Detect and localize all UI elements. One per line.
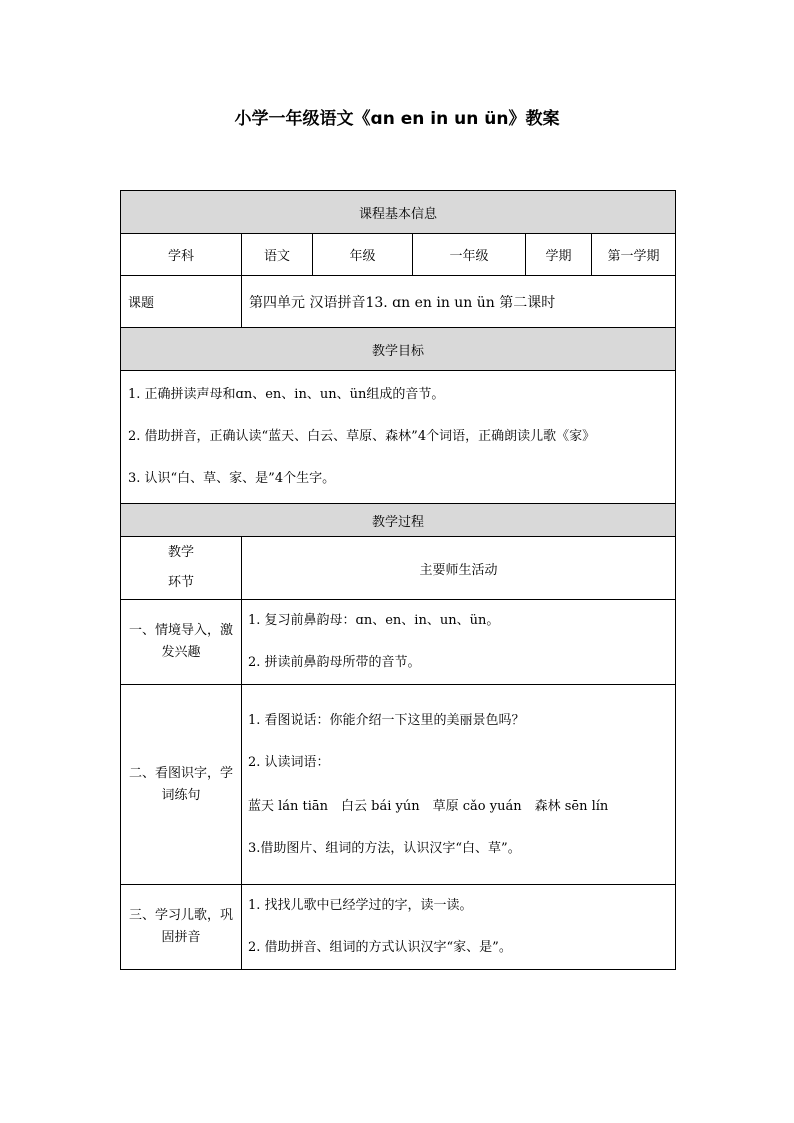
stage-activities xyxy=(242,885,676,970)
section-header-process: 教学过程 xyxy=(121,504,676,537)
vocabulary-line: 蓝天 lán tiān 白云 bái yún 草原 cǎo yuán 森林 sēn lín xyxy=(248,798,609,814)
process-header-activity: 主要师生活动 xyxy=(242,537,676,600)
goal-item: 2. 借助拼音，正确认读“蓝天、白云、草原、森林”4个词语，正确朗读儿歌《家》 xyxy=(128,429,596,444)
goal-item: 3. 认识“白、草、家、是”4个生字。 xyxy=(128,471,336,486)
goal-item: 1. 正确拼读声母和ɑn、en、in、un、ün组成的音节。 xyxy=(128,387,445,402)
process-header-stage xyxy=(121,537,242,600)
activity-item: 2. 认读词语： xyxy=(248,754,330,770)
label-term: 学期 xyxy=(526,234,592,276)
activity-item: 3.借助图片、组词的方法，认识汉字“白、草”。 xyxy=(248,840,521,856)
document-title: 小学一年级语文《ɑn en in un ün》教案 xyxy=(234,109,560,129)
stage-name: 三、学习儿歌，巩固拼音 xyxy=(121,885,242,970)
value-topic: 第四单元 汉语拼音13. ɑn en in un ün 第二课时 xyxy=(242,276,676,328)
value-subject: 语文 xyxy=(242,234,313,276)
label-topic: 课题 xyxy=(121,276,242,328)
section-header-basic-info: 课程基本信息 xyxy=(121,191,676,234)
stage-name: 一、情境导入，激发兴趣 xyxy=(121,600,242,685)
goals-cell xyxy=(121,371,676,504)
stage-header-line: 教学 xyxy=(167,545,194,560)
label-subject: 学科 xyxy=(121,234,242,276)
stage-activities xyxy=(242,600,676,685)
stage-header-line: 环节 xyxy=(167,575,194,590)
label-grade: 年级 xyxy=(313,234,413,276)
lesson-plan-table xyxy=(120,190,676,970)
activity-item: 1. 复习前鼻韵母：ɑn、en、in、un、ün。 xyxy=(248,613,500,628)
section-header-goals: 教学目标 xyxy=(121,328,676,371)
activity-item: 2. 借助拼音、组词的方式认识汉字“家、是”。 xyxy=(248,940,512,955)
stage-activities xyxy=(242,685,676,885)
activity-item: 1. 看图说话：你能介绍一下这里的美丽景色吗？ xyxy=(248,712,525,728)
activity-item: 2. 拼读前鼻韵母所带的音节。 xyxy=(248,655,421,670)
stage-name: 二、看图识字，学词练句 xyxy=(121,685,242,885)
activity-item: 1. 找找儿歌中已经学过的字，读一读。 xyxy=(248,898,473,913)
value-grade: 一年级 xyxy=(413,234,526,276)
value-term: 第一学期 xyxy=(592,234,676,276)
